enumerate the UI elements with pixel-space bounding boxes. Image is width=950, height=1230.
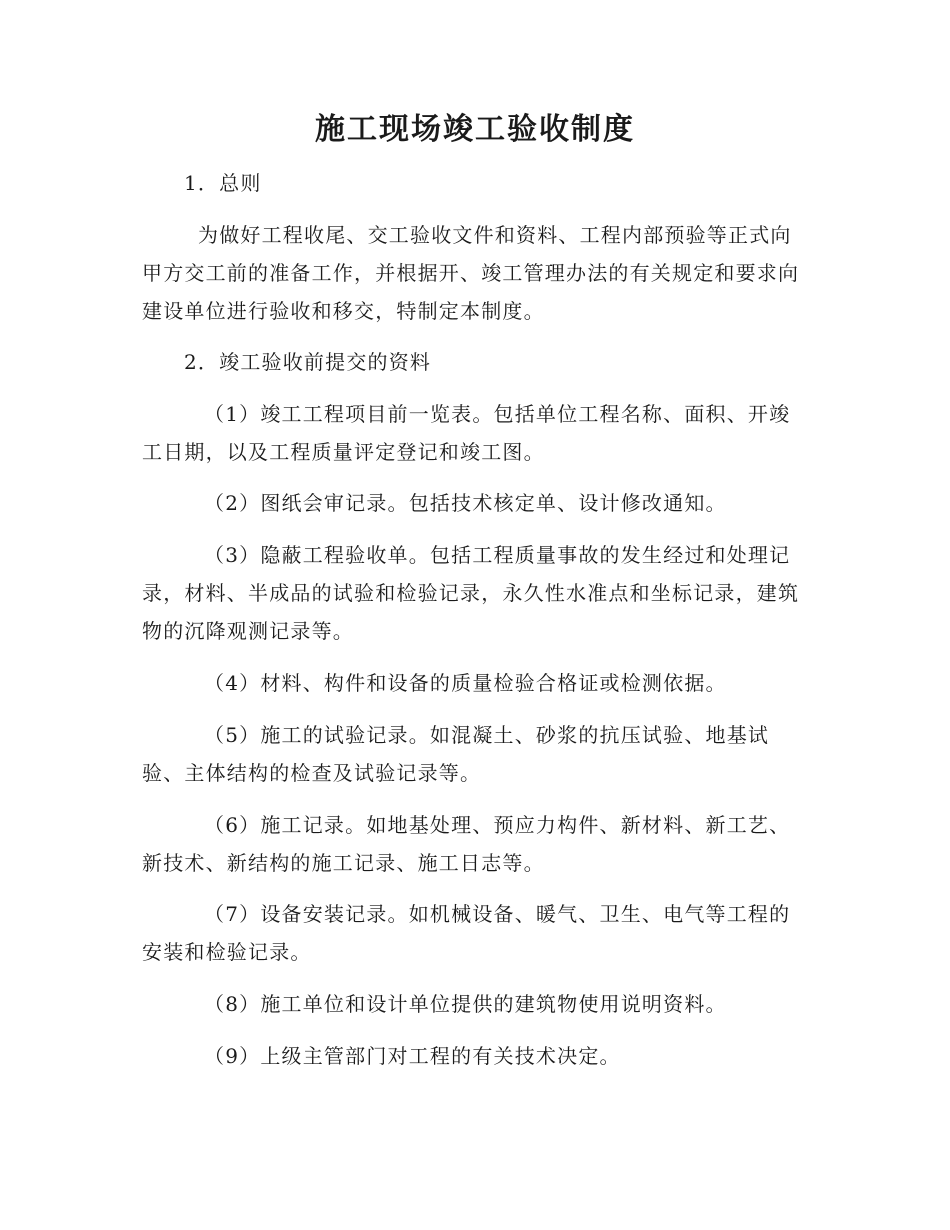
list-item-4: （4）材料、构件和设备的质量检验合格证或检测依据。: [204, 671, 727, 695]
document-title: 施工现场竣工验收制度: [315, 112, 635, 147]
section-2-heading: 2．竣工验收前提交的资料: [184, 350, 432, 374]
list-item-2: （2）图纸会审记录。包括技术核定单、设计修改通知。: [204, 491, 727, 515]
list-item-8: （8）施工单位和设计单位提供的建筑物使用说明资料。: [204, 992, 727, 1016]
section-1-paragraph: 为做好工程收尾、交工验收文件和资料、工程内部预验等正式向甲方交工前的准备工作，并根据开、竣工管理办法的有关规定和要求向建设单位进行验收和移交，特制定本制度。: [142, 223, 800, 323]
list-item-7: （7）设备安装记录。如机械设备、暖气、卫生、电气等工程的安装和检验记录。: [142, 902, 791, 964]
list-item-1: （1）竣工工程项目前一览表。包括单位工程名称、面积、开竣工日期，以及工程质量评定登记和竣工图。: [142, 402, 791, 464]
list-item-3: （3）隐蔽工程验收单。包括工程质量事故的发生经过和处理记录，材料、半成品的试验和检验记录，永久性水准点和坐标记录，建筑物的沉降观测记录等。: [142, 543, 800, 643]
list-item-6: （6）施工记录。如地基处理、预应力构件、新材料、新工艺、新技术、新结构的施工记录、施工日志等。: [142, 813, 791, 875]
list-item-5: （5）施工的试验记录。如混凝土、砂浆的抗压试验、地基试验、主体结构的检查及试验记录等。: [142, 723, 770, 785]
list-item-9: （9）上级主管部门对工程的有关技术决定。: [204, 1044, 621, 1068]
section-1-heading: 1．总则: [184, 171, 262, 195]
